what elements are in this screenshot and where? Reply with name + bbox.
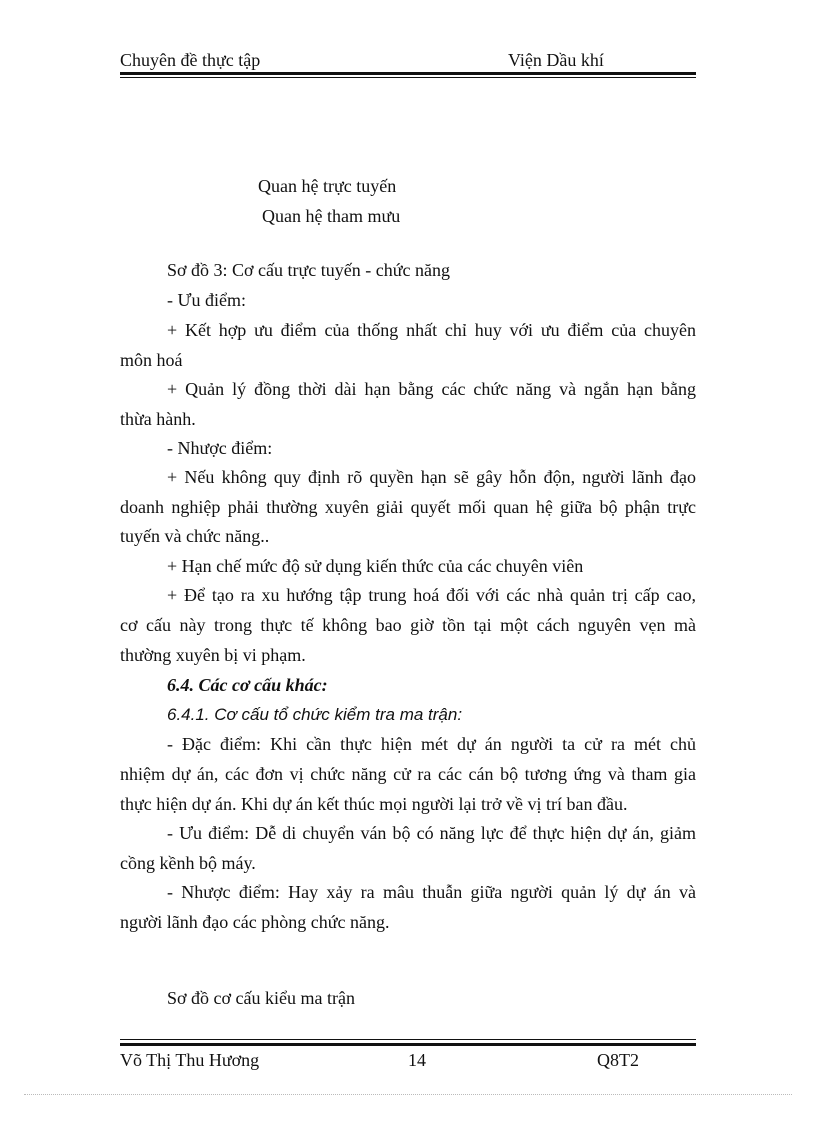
legend-direct-line: Quan hệ trực tuyến [258, 176, 397, 196]
footer-rule-thin [120, 1039, 696, 1040]
page-bottom-border [24, 1094, 792, 1095]
paragraph-line: cơ cấu này trong thực tế không bao giờ tồn tại một cách nguyên vẹn mà [120, 615, 696, 635]
paragraph-line: nhiệm dự án, các đơn vị chức năng cử ra các cán bộ tương ứng và tham gia [120, 764, 696, 784]
header-rule-thick [120, 72, 696, 75]
paragraph-line: doanh nghiệp phải thường xuyên giải quyết mối quan hệ giữa bộ phận trực [120, 497, 696, 517]
matrix-diagram-caption: Sơ đồ cơ cấu kiểu ma trận [167, 988, 355, 1008]
footer-class-code: Q8T2 [597, 1050, 639, 1070]
paragraph-line: - Nhược điểm: Hay xảy ra mâu thuẫn giữa người quản lý dự án và [167, 882, 696, 902]
paragraph-line: thường xuyên bị vi phạm. [120, 645, 306, 665]
paragraph-line: tuyến và chức năng.. [120, 526, 270, 546]
disadvantages-label: - Nhược điểm: [167, 438, 273, 458]
header-left: Chuyên đề thực tập [120, 50, 261, 70]
legend-advisory-line: Quan hệ tham mưu [262, 206, 401, 226]
paragraph-line: người lãnh đạo các phòng chức năng. [120, 912, 390, 932]
footer-author: Võ Thị Thu Hương [120, 1050, 260, 1070]
header-right: Viện Dầu khí [508, 50, 604, 70]
paragraph-line: + Để tạo ra xu hướng tập trung hoá đối với các nhà quản trị cấp cao, [167, 585, 696, 605]
footer-rule-thick [120, 1043, 696, 1046]
paragraph-line: - Đặc điểm: Khi cần thực hiện mét dự án người ta cử ra mét chủ [167, 734, 696, 754]
diagram-caption: Sơ đồ 3: Cơ cấu trực tuyến - chức năng [167, 260, 450, 280]
paragraph-line: + Quản lý đồng thời dài hạn bằng các chức năng và ngắn hạn bằng [167, 379, 696, 399]
paragraph-line: + Nếu không quy định rõ quyền hạn sẽ gây hỗn độn, người lãnh đạo [167, 467, 696, 487]
paragraph-line: thực hiện dự án. Khi dự án kết thúc mọi người lại trở về vị trí ban đầu. [120, 794, 628, 814]
subsection-title: 6.4.1. Cơ cấu tổ chức kiểm tra ma trận: [167, 705, 463, 724]
header-rule-thin [120, 77, 696, 78]
paragraph-line: cồng kềnh bộ máy. [120, 853, 256, 873]
advantages-label: - Ưu điểm: [167, 290, 246, 310]
paragraph-line: - Ưu điểm: Dễ di chuyển ván bộ có năng lực để thực hiện dự án, giảm [167, 823, 696, 843]
paragraph-line: thừa hành. [120, 409, 196, 429]
page-number: 14 [408, 1050, 426, 1070]
paragraph-line: môn hoá [120, 350, 183, 370]
paragraph-line: + Kết hợp ưu điểm của thống nhất chỉ huy với ưu điểm của chuyên [167, 320, 696, 340]
section-title: 6.4. Các cơ cấu khác: [167, 675, 328, 695]
paragraph-line: + Hạn chế mức độ sử dụng kiến thức của các chuyên viên [167, 556, 584, 576]
